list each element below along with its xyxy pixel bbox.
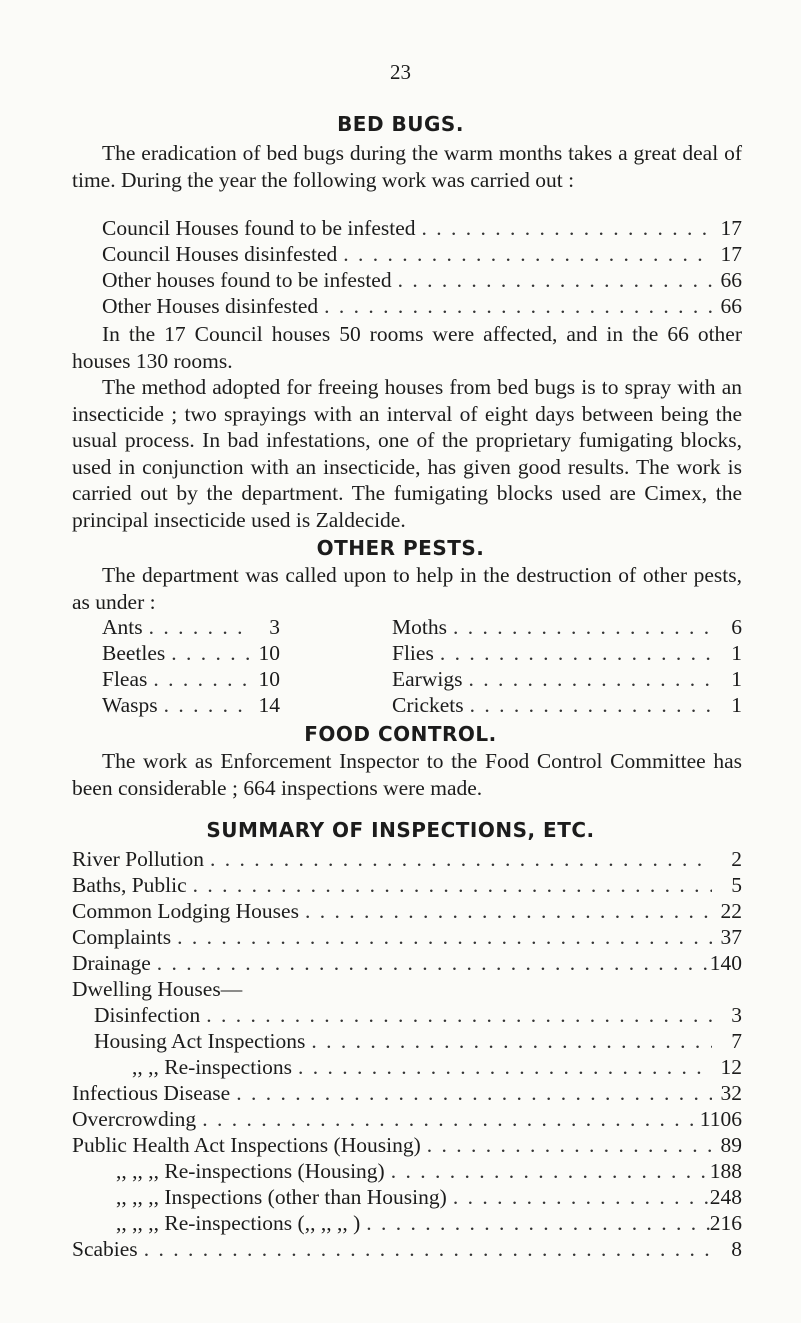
- summary-label: Baths, Public: [72, 873, 187, 897]
- other-pests-intro: The department was called upon to help in the destruction of other pests, as under :: [72, 563, 742, 614]
- leader-dots: [187, 872, 712, 898]
- pest-label: Ants: [102, 615, 143, 639]
- summary-label: Dwelling Houses—: [72, 977, 243, 1001]
- pest-row: [392, 666, 742, 692]
- pest-count: 14: [258, 693, 280, 717]
- pest-count: 3: [269, 615, 280, 639]
- leader-dots: [447, 614, 712, 640]
- pest-count: 1: [731, 667, 742, 691]
- pest-count: 1: [731, 693, 742, 717]
- summary-label: ,, ,, ,, Inspections (other than Housing): [116, 1185, 447, 1209]
- summary-row: [72, 1236, 742, 1262]
- pest-label: Flies: [392, 641, 434, 665]
- summary-value: 188: [709, 1159, 742, 1183]
- item-label: Other houses found to be infested: [102, 268, 392, 292]
- leader-dots: [138, 1236, 712, 1262]
- leader-dots: [392, 267, 712, 293]
- summary-value: 7: [731, 1029, 742, 1053]
- summary-label: Common Lodging Houses: [72, 899, 299, 923]
- food-control-heading: FOOD CONTROL.: [304, 722, 497, 746]
- summary-value: 32: [720, 1081, 742, 1105]
- bed-bugs-rooms-text: In the 17 Council houses 50 rooms were affected, and in the 66 other houses 130 rooms.: [72, 322, 742, 373]
- pest-row: [102, 692, 280, 718]
- food-control-text: The work as Enforcement Inspector to the Food Control Committee has been considerable ; 664 inspections were made.: [72, 749, 742, 800]
- leader-dots: [462, 666, 712, 692]
- pest-label: Crickets: [392, 693, 464, 717]
- summary-label: Scabies: [72, 1237, 138, 1261]
- summary-value: 37: [720, 925, 742, 949]
- pest-count: 10: [258, 667, 280, 691]
- bed-bugs-heading: BED BUGS.: [337, 112, 464, 136]
- bed-bugs-item: [102, 293, 742, 319]
- leader-dots: [305, 1028, 712, 1054]
- summary-value: 8: [731, 1237, 742, 1261]
- summary-row: [116, 1158, 742, 1184]
- pest-row: [392, 614, 742, 640]
- pest-label: Fleas: [102, 667, 148, 691]
- bed-bugs-method-text: The method adopted for freeing houses from bed bugs is to spray with an insecticide ; two sprayings with an interval of eight days between being the usual process. In bad infestations, one of the proprietary fumigating blocks, used in conjunction with an insecticide, has given good results. The work is carried out by the department. The fumigating blocks used are Cimex, the principal insecticide used is Zaldecide.: [72, 375, 742, 532]
- summary-value: 3: [731, 1003, 742, 1027]
- summary-row: [72, 924, 742, 950]
- summary-heading: SUMMARY OF INSPECTIONS, ETC.: [206, 818, 595, 842]
- summary-label: Disinfection: [94, 1003, 201, 1027]
- summary-row: [94, 1002, 742, 1028]
- pest-row: [392, 692, 742, 718]
- item-value: 66: [720, 294, 742, 318]
- summary-row: [72, 1080, 742, 1106]
- item-label: Council Houses found to be infested: [102, 216, 416, 240]
- summary-row: [72, 872, 742, 898]
- leader-dots: [299, 898, 712, 924]
- pest-label: Beetles: [102, 641, 166, 665]
- leader-dots: [421, 1132, 712, 1158]
- pest-count: 10: [258, 641, 280, 665]
- leader-dots: [434, 640, 712, 666]
- leader-dots: [230, 1080, 712, 1106]
- leader-dots: [171, 924, 712, 950]
- leader-dots: [165, 640, 250, 666]
- leader-dots: [416, 215, 713, 241]
- summary-value: 140: [709, 951, 742, 975]
- leader-dots: [147, 666, 250, 692]
- pest-row: [392, 640, 742, 666]
- pest-count: 1: [731, 641, 742, 665]
- pest-row: [102, 614, 280, 640]
- summary-label: Infectious Disease: [72, 1081, 231, 1105]
- pest-row: [102, 640, 280, 666]
- summary-value: 5: [731, 873, 742, 897]
- pest-label: Wasps: [102, 693, 158, 717]
- leader-dots: [158, 692, 250, 718]
- leader-dots: [360, 1210, 710, 1236]
- summary-label: Complaints: [72, 925, 172, 949]
- summary-value: 12: [720, 1055, 742, 1079]
- summary-label: River Pollution: [72, 847, 204, 871]
- leader-dots: [143, 614, 250, 640]
- leader-dots: [200, 1002, 712, 1028]
- summary-label: Overcrowding: [72, 1107, 197, 1131]
- summary-row: [72, 898, 742, 924]
- summary-value: 2: [731, 847, 742, 871]
- leader-dots: [464, 692, 712, 718]
- summary-value: 1106: [699, 1107, 742, 1131]
- bed-bugs-item: [102, 215, 742, 241]
- leader-dots: [447, 1184, 710, 1210]
- summary-row: [116, 1184, 742, 1210]
- summary-row: [72, 1132, 742, 1158]
- summary-value: 248: [709, 1185, 742, 1209]
- leader-dots: [151, 950, 710, 976]
- leader-dots: [196, 1106, 700, 1132]
- summary-row: [72, 950, 742, 976]
- item-value: 17: [720, 216, 742, 240]
- summary-value: 22: [720, 899, 742, 923]
- summary-row: [72, 1106, 742, 1132]
- other-pests-heading: OTHER PESTS.: [316, 536, 485, 560]
- item-label: Council Houses disinfested: [102, 242, 338, 266]
- leader-dots: [385, 1158, 710, 1184]
- pest-label: Earwigs: [392, 667, 463, 691]
- pest-row: [102, 666, 280, 692]
- item-value: 66: [720, 268, 742, 292]
- summary-label: Housing Act Inspections: [94, 1029, 306, 1053]
- summary-value: 89: [720, 1133, 742, 1157]
- summary-row: [72, 846, 742, 872]
- leader-dots: [204, 846, 712, 872]
- bed-bugs-item: [102, 241, 742, 267]
- summary-row: [132, 1054, 742, 1080]
- page-number: 23: [390, 60, 411, 84]
- leader-dots: [292, 1054, 712, 1080]
- leader-dots: [337, 241, 712, 267]
- item-label: Other Houses disinfested: [102, 294, 319, 318]
- summary-row: [94, 1028, 742, 1054]
- summary-label: ,, ,, Re-inspections: [132, 1055, 293, 1079]
- bed-bugs-item: [102, 267, 742, 293]
- item-value: 17: [720, 242, 742, 266]
- summary-row: [72, 976, 742, 1002]
- summary-label: ,, ,, ,, Re-inspections (Housing): [116, 1159, 385, 1183]
- summary-label: Public Health Act Inspections (Housing): [72, 1133, 421, 1157]
- summary-row: [116, 1210, 742, 1236]
- bed-bugs-intro: The eradication of bed bugs during the warm months takes a great deal of time. During the year the following work was carried out :: [72, 141, 742, 192]
- summary-label: Drainage: [72, 951, 151, 975]
- pest-count: 6: [731, 615, 742, 639]
- leader-dots: [318, 293, 712, 319]
- summary-label: ,, ,, ,, Re-inspections (,, ,, ,, ): [116, 1211, 361, 1235]
- summary-value: 216: [709, 1211, 742, 1235]
- pest-label: Moths: [392, 615, 447, 639]
